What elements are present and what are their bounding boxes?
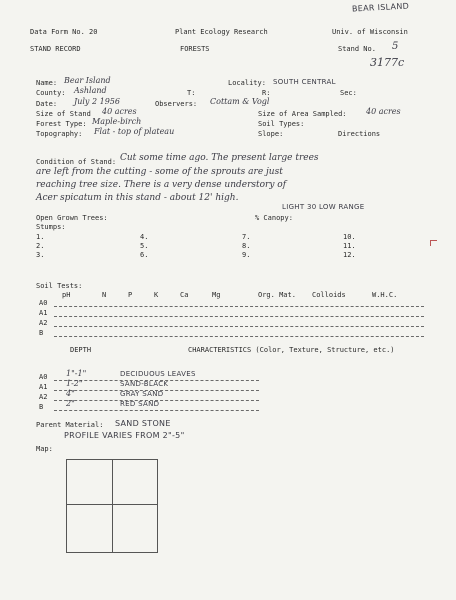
profile-horizon-a2: A2 bbox=[39, 393, 48, 401]
category: FORESTS bbox=[180, 45, 210, 53]
soil-tests-label: Soil Tests: bbox=[36, 282, 83, 290]
map-grid bbox=[66, 459, 158, 553]
name-label: Name: bbox=[36, 79, 58, 87]
county-value: Ashland bbox=[74, 86, 107, 95]
soil-line bbox=[54, 326, 424, 327]
observers-value: Cottam & Vogl bbox=[210, 97, 270, 106]
profile-char-a0: DECIDUOUS LEAVES bbox=[120, 370, 196, 378]
soil-line bbox=[54, 306, 424, 307]
forest-type-label: Forest Type: bbox=[36, 120, 87, 128]
record-type: STAND RECORD bbox=[30, 45, 81, 53]
observers-label: Observers: bbox=[155, 100, 198, 108]
soil-col-whc: W.H.C. bbox=[372, 291, 398, 299]
stump-6: 6. bbox=[140, 251, 149, 259]
date-label: Date: bbox=[36, 100, 58, 108]
topography-label: Topography: bbox=[36, 130, 83, 138]
area-label: Size of Area Sampled: bbox=[258, 110, 347, 118]
topography-value: Flat - top of plateau bbox=[94, 127, 175, 136]
id-number: 3177c bbox=[370, 56, 405, 69]
directions-label: Directions bbox=[338, 130, 381, 138]
soil-col-n: N bbox=[102, 291, 107, 299]
university: Univ. of Wisconsin bbox=[332, 28, 408, 36]
forest-type-value: Maple-birch bbox=[92, 117, 142, 126]
parent-material-label: Parent Material: bbox=[36, 421, 104, 429]
profile-depth-a0: 1"-1" bbox=[66, 369, 87, 378]
stumps-label: Stumps: bbox=[36, 223, 66, 231]
open-grown-label: Open Grown Trees: bbox=[36, 214, 108, 222]
size-label: Size of Stand bbox=[36, 110, 91, 118]
stand-no-value: 5 bbox=[392, 41, 399, 52]
soil-col-ph: pH bbox=[62, 291, 71, 299]
map-divider-horizontal bbox=[67, 504, 157, 505]
soil-col-org: Org. Mat. bbox=[258, 291, 296, 299]
name-value: Bear Island bbox=[64, 76, 111, 85]
stump-4: 4. bbox=[140, 233, 149, 241]
stump-10: 10. bbox=[343, 233, 356, 241]
soil-col-p: P bbox=[128, 291, 133, 299]
condition-line-4: Acer spicatum in this stand - about 12' high. bbox=[36, 193, 239, 203]
characteristics-header: CHARACTERISTICS (Color, Texture, Structure, etc.) bbox=[188, 346, 395, 354]
stand-no-label: Stand No. bbox=[338, 45, 376, 53]
soil-col-ca: Ca bbox=[180, 291, 189, 299]
depth-header: DEPTH bbox=[70, 346, 92, 354]
soil-line bbox=[54, 316, 424, 317]
r-label: R: bbox=[262, 89, 271, 97]
red-mark bbox=[430, 240, 437, 246]
profile-note: PROFILE VARIES FROM 2"-5" bbox=[64, 431, 185, 440]
canopy-label: % Canopy: bbox=[255, 214, 293, 222]
stump-2: 2. bbox=[36, 242, 45, 250]
profile-char-a2: GRAY SAND bbox=[120, 390, 164, 398]
soil-horizon-b: B bbox=[39, 329, 44, 337]
condition-line-1: Cut some time ago. The present large trees bbox=[120, 153, 319, 163]
county-label: County: bbox=[36, 89, 66, 97]
map-label: Map: bbox=[36, 445, 53, 453]
profile-line bbox=[54, 410, 259, 411]
locality-label: Locality: bbox=[228, 79, 266, 87]
stump-8: 8. bbox=[242, 242, 251, 250]
soil-col-colloids: Colloids bbox=[312, 291, 346, 299]
sec-label: Sec: bbox=[340, 89, 357, 97]
profile-horizon-b: B bbox=[39, 403, 44, 411]
profile-depth-b: 2" bbox=[66, 399, 75, 408]
profile-horizon-a1: A1 bbox=[39, 383, 48, 391]
soil-col-k: K bbox=[154, 291, 159, 299]
soil-col-mg: Mg bbox=[212, 291, 221, 299]
condition-line-2: are left from the cutting - some of the sprouts are just bbox=[36, 167, 283, 177]
t-label: T: bbox=[187, 89, 196, 97]
profile-depth-a2: 4" bbox=[66, 389, 75, 398]
profile-depth-a1: 1-2" bbox=[66, 379, 83, 388]
locality-value: SOUTH CENTRAL bbox=[273, 78, 336, 86]
size-value: 40 acres bbox=[102, 107, 137, 116]
stump-12: 12. bbox=[343, 251, 356, 259]
profile-char-a1: SAND-BLACK bbox=[120, 380, 169, 388]
slope-label: Slope: bbox=[258, 130, 284, 138]
form-number: Data Form No. 20 bbox=[30, 28, 98, 36]
map-divider-vertical bbox=[112, 460, 113, 552]
profile-horizon-a0: A0 bbox=[39, 373, 48, 381]
stump-7: 7. bbox=[242, 233, 251, 241]
profile-char-b: RED SAND bbox=[120, 400, 160, 408]
stump-3: 3. bbox=[36, 251, 45, 259]
bear-island-annotation: BEAR ISLAND bbox=[351, 1, 410, 14]
light-note: LIGHT 30 LOW RANGE bbox=[282, 203, 365, 211]
condition-label: Condition of Stand: bbox=[36, 158, 117, 166]
stump-5: 5. bbox=[140, 242, 149, 250]
soil-horizon-a2: A2 bbox=[39, 319, 48, 327]
parent-material-value: SAND STONE bbox=[115, 419, 171, 428]
soil-horizon-a1: A1 bbox=[39, 309, 48, 317]
form-title: Plant Ecology Research bbox=[175, 28, 268, 36]
stump-1: 1. bbox=[36, 233, 45, 241]
stump-11: 11. bbox=[343, 242, 356, 250]
soil-horizon-a0: A0 bbox=[39, 299, 48, 307]
condition-line-3: reaching tree size. There is a very dense understory of bbox=[36, 180, 287, 190]
date-value: July 2 1956 bbox=[74, 97, 120, 106]
soil-line bbox=[54, 336, 424, 337]
stump-9: 9. bbox=[242, 251, 251, 259]
area-value: 40 acres bbox=[366, 107, 401, 116]
soil-types-label: Soil Types: bbox=[258, 120, 305, 128]
